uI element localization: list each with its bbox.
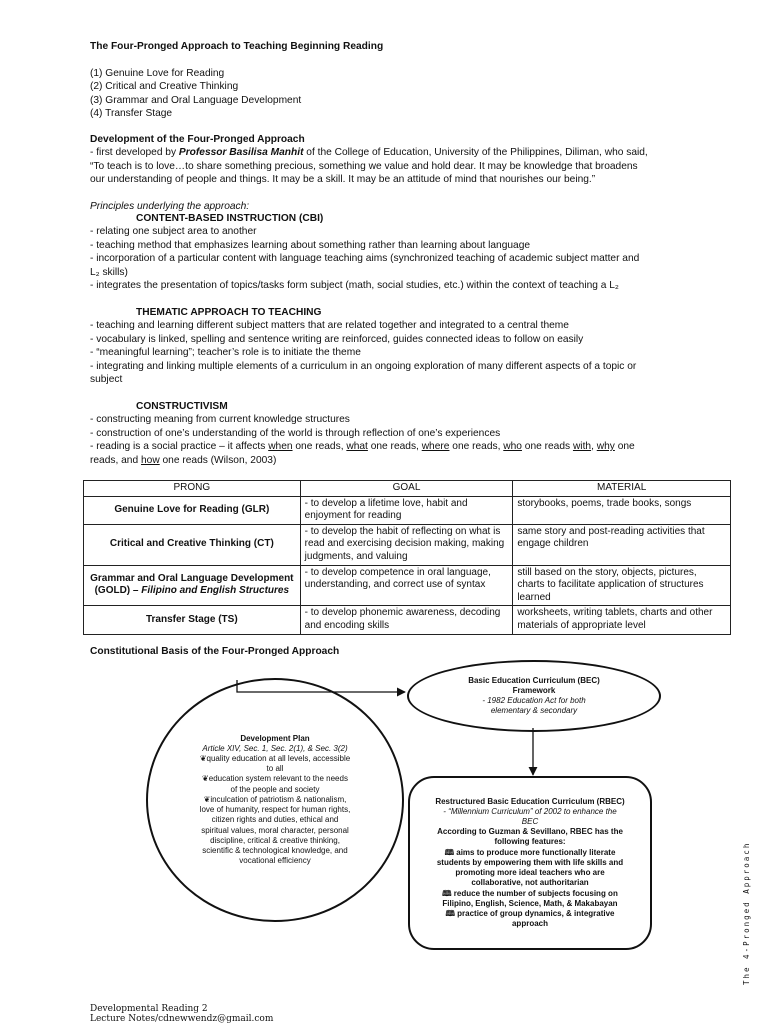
rbec-title: Restructured Basic Education Curriculum (RBEC) (435, 796, 625, 806)
goal-cell: - to develop a lifetime love, habit and enjoyment for reading (300, 496, 513, 524)
cbi-item: - teaching method that emphasizes learning about something rather than learning about language (90, 239, 531, 251)
side-label: The 4-Pronged Approach (742, 841, 751, 985)
dev-plan-line: scientific & technological knowledge, and (202, 845, 348, 855)
development-plan-oval (146, 678, 404, 922)
dev-plan-article: Article XIV, Sec. 1, Sec. 2(1), & Sec. 3(2) (202, 743, 348, 753)
constitutional-heading: Constitutional Basis of the Four-Pronged Approach (90, 646, 340, 657)
constructivism-social-line: - reading is a social practice – it affects when one reads, what one reads, where one reads, who one reads with, why one (90, 441, 635, 453)
prong-item: (1) Genuine Love for Reading (90, 68, 225, 79)
thematic-item: - “meaningful learning”; teacher’s role is to initiate the theme (90, 347, 361, 359)
constructivism-heading: CONSTRUCTIVISM (136, 401, 228, 412)
cbi-item: L₂ skills) (90, 266, 128, 278)
constructivism-item: - constructing meaning from current knowledge structures (90, 414, 350, 426)
thematic-item: - integrating and linking multiple elements of a curriculum in an ongoing exploration of many different aspects of a topic or (90, 360, 637, 372)
principles-label: Principles underlying the approach: (90, 201, 250, 212)
dev-plan-line: ❦inculcation of patriotism & nationalism, (203, 794, 347, 804)
dev-plan-line: to all (266, 764, 284, 774)
cbi-heading: CONTENT-BASED INSTRUCTION (CBI) (136, 213, 324, 224)
material-cell: still based on the story, objects, pictures, charts to facilitate application of structures learned (513, 565, 731, 606)
rbec-line: approach (511, 919, 548, 929)
footer-notes: Lecture Notes/cdnewwendz@gmail.com (90, 1014, 274, 1024)
thematic-item: subject (90, 374, 123, 386)
quote-line: our understanding of people and things. It may be a skill. It may be an attitude of mind that nourishes our being.” (90, 174, 596, 186)
header-prong: PRONG (84, 481, 301, 497)
rbec-line: 🕮 aims to produce more functionally literate (444, 847, 616, 857)
prong-cell: Grammar and Oral Language Development (GOLD) – Filipino and English Structures (84, 565, 301, 606)
prong-cell: Transfer Stage (TS) (84, 606, 301, 634)
footer (90, 1004, 273, 1024)
prong-item: (2) Critical and Creative Thinking (90, 81, 239, 93)
goal-cell: - to develop phonemic awareness, decoding and encoding skills (300, 606, 513, 634)
goal-cell: - to develop competence in oral language, understanding, and correct use of syntax (300, 565, 513, 606)
thematic-heading: THEMATIC APPROACH TO TEACHING (136, 307, 322, 318)
quote-line: “To teach is to love…to share something precious, something we value and hold dear. It may be knowledge that broadens (90, 160, 638, 172)
dev-plan-line: spiritual values, moral character, personal (201, 825, 349, 835)
cbi-item: - integrates the presentation of topics/tasks form subject (math, social studies, etc.) within the context of teaching a L₂ (90, 280, 619, 292)
material-cell: same story and post-reading activities that engage children (513, 524, 731, 565)
rbec-line: Filipino, English, Science, Math, & Makabayan (442, 898, 618, 908)
dev-plan-title: Development Plan (240, 733, 310, 743)
bec-oval (407, 660, 661, 732)
prong-cell: Genuine Love for Reading (GLR) (84, 496, 301, 524)
cbi-item: - relating one subject area to another (90, 226, 257, 238)
rbec-line: 🕮 reduce the number of subjects focusing on (442, 888, 618, 898)
prong-item: (3) Grammar and Oral Language Development (90, 94, 302, 106)
dev-plan-line: citizen rights and duties, ethical and (211, 815, 339, 825)
development-line: - first developed by Professor Basilisa Manhit of the College of Education, University of the Philippines, Diliman, who said, (90, 147, 648, 159)
prong-cell: Critical and Creative Thinking (CT) (84, 524, 301, 565)
header-goal: GOAL (300, 481, 513, 497)
header-material: MATERIAL (513, 481, 731, 497)
bec-title: Basic Education Curriculum (BEC) (468, 675, 600, 685)
rbec-box (408, 776, 652, 950)
rbec-note: BEC (521, 817, 539, 827)
rbec-line: promoting more ideal teachers who are (455, 868, 605, 878)
dev-plan-line: ❦quality education at all levels, accessible (199, 754, 351, 764)
material-cell: storybooks, poems, trade books, songs (513, 496, 731, 524)
document-title: The Four-Pronged Approach to Teaching Beginning Reading (90, 41, 384, 52)
thematic-item: - teaching and learning different subject matters that are related together and integrated to a central theme (90, 320, 569, 332)
dev-plan-line: vocational efficiency (239, 856, 311, 866)
bec-note: - 1982 Education Act for both (482, 696, 586, 705)
rbec-line: 🕮 practice of group dynamics, & integrative (445, 908, 615, 918)
constructivism-item: - construction of one’s understanding of the world is through reflection of one’s experiences (90, 427, 501, 439)
development-heading: Development of the Four-Pronged Approach (90, 134, 305, 145)
goal-cell: - to develop the habit of reflecting on what is read and exercising decision making, making judgments, and valuing (300, 524, 513, 565)
bec-title: Framework (512, 685, 556, 695)
dev-plan-line: discipline, critical & creative thinking, (210, 835, 340, 845)
rbec-line: students by empowering them with life skills and (436, 857, 624, 867)
rbec-line: following features: (494, 837, 566, 847)
rbec-line: According to Guzman & Sevillano, RBEC has the (437, 827, 623, 837)
thematic-item: - vocabulary is linked, spelling and sentence writing are reinforced, guides connected ideas to follow on easily (90, 333, 584, 345)
material-cell: worksheets, writing tablets, charts and other materials of appropriate level (513, 606, 731, 634)
cbi-item: - incorporation of a particular content with language teaching aims (synchronized teaching of academic subject matter and (90, 253, 640, 265)
rbec-note: - “Millennium Curriculum” of 2002 to enhance the (443, 806, 617, 816)
rbec-line: collaborative, not authoritarian (471, 878, 589, 888)
dev-plan-line: ❦education system relevant to the needs (202, 774, 348, 784)
bec-note: elementary & secondary (490, 706, 578, 716)
dev-plan-line: love of humanity, respect for human rights, (199, 805, 351, 815)
prong-item: (4) Transfer Stage (90, 108, 173, 120)
professor-name: Professor Basilisa Manhit (178, 147, 304, 159)
dev-plan-line: of the people and society (230, 784, 320, 794)
footer-course: Developmental Reading 2 (90, 1004, 208, 1014)
constructivism-social-line: reads, and how one reads (Wilson, 2003) (90, 454, 277, 466)
